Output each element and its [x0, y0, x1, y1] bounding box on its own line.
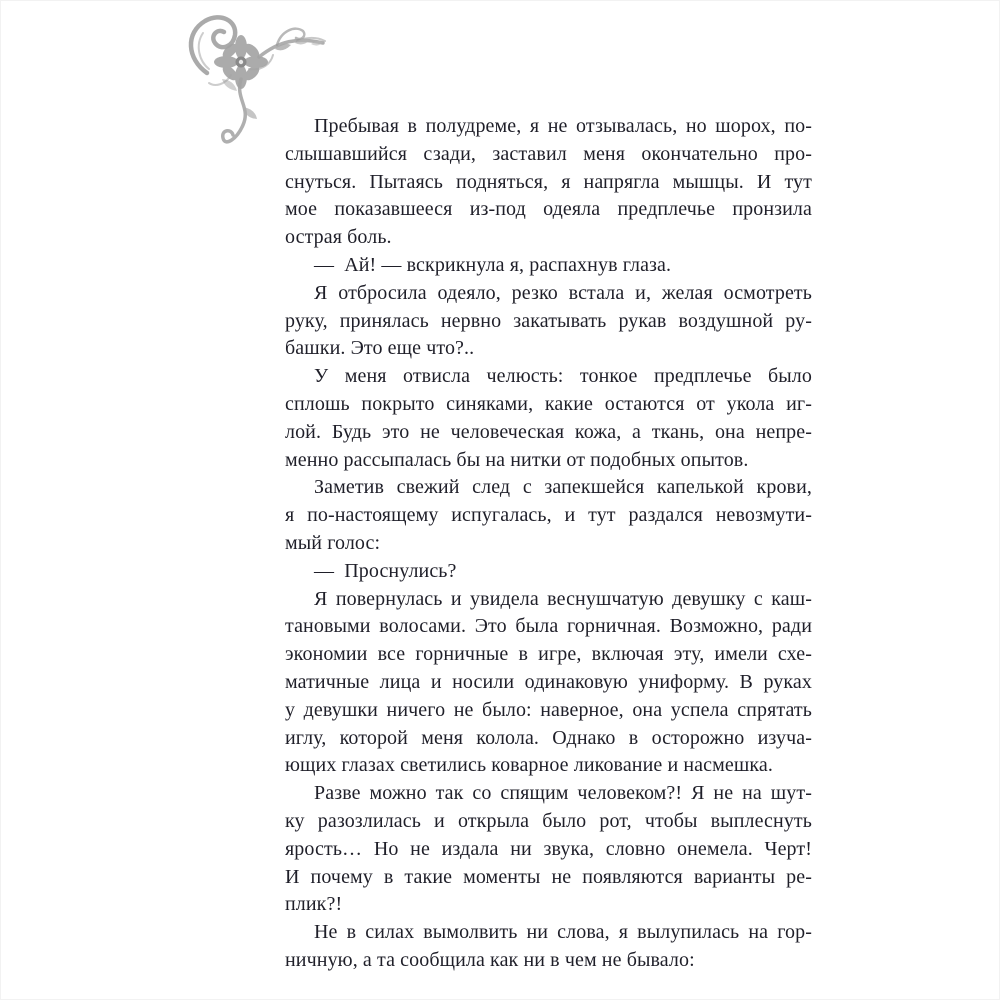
- text-line: И почему в такие моменты не появляются варианты ре-: [285, 865, 812, 888]
- text-line: я по-настоящему испугалась, и тут раздался невозмути-: [285, 504, 812, 527]
- text-line: башки. Это еще что?..: [285, 337, 475, 360]
- text-line: ничную, а та сообщила как ни в чем не бывало:: [285, 948, 695, 971]
- text-line: тановыми волосами. Это была горничная. Возможно, ради: [285, 615, 812, 638]
- text-line: — Проснулись?: [314, 559, 457, 582]
- paragraph: [285, 474, 812, 557]
- paragraph: [285, 780, 812, 919]
- text-line: ку разозлилась и открыла было рот, чтобы выплеснуть: [285, 809, 812, 832]
- text-line: Я повернулась и увидела веснушчатую девушку с каш-: [314, 587, 812, 610]
- paragraph: [285, 558, 812, 586]
- paragraph: [285, 252, 812, 280]
- text-line: ярость… Но не издала ни звука, словно онемела. Черт!: [285, 837, 812, 860]
- text-line: руку, принялась нервно закатывать рукав воздушной ру-: [285, 309, 812, 332]
- text-line: — Ай! — вскрикнула я, распахнув глаза.: [314, 253, 672, 276]
- text-line: Я отбросила одеяло, резко встала и, желая осмотреть: [314, 281, 812, 304]
- paragraph: [285, 919, 812, 975]
- text-line: слышавшийся сзади, заставил меня окончательно про-: [285, 142, 812, 165]
- text-line: снуться. Пытаясь подняться, я напрягла мышцы. И тут: [285, 170, 812, 193]
- text-line: матичные лица и носили одинаковую униформу. В руках: [285, 670, 812, 693]
- text-line: мое показавшееся из-под одеяла предплечье пронзила: [285, 198, 812, 221]
- text-line: острая боль.: [285, 226, 392, 249]
- text-line: лой. Будь это не человеческая кожа, а ткань, она непре-: [285, 420, 812, 443]
- paragraph: [285, 280, 812, 363]
- flower-icon: [214, 35, 268, 89]
- text-line: менно рассыпалась бы на нитки от подобных опытов.: [285, 448, 749, 471]
- text-line: экономии все горничные в игре, включая эту, имели схе-: [285, 643, 812, 666]
- text-line: ющих глазах светились коварное ликование и насмешка.: [285, 754, 773, 777]
- text-line: мый голос:: [285, 531, 381, 554]
- paragraph: [285, 586, 812, 781]
- page-text: [285, 113, 812, 975]
- text-line: Заметив свежий след с запекшейся капелькой крови,: [314, 476, 812, 499]
- text-line: у девушки ничего не было: наверное, она успела спрятать: [285, 698, 812, 721]
- paragraph: [285, 113, 812, 252]
- text-line: плик?!: [285, 893, 343, 916]
- text-line: иглу, которой меня колола. Однако в осторожно изуча-: [285, 726, 812, 749]
- text-line: сплошь покрыто синяками, какие остаются от укола иг-: [285, 392, 812, 415]
- text-line: У меня отвисла челюсть: тонкое предплечье было: [314, 365, 812, 388]
- text-line: Разве можно так со спящим человеком?! Я не на шут-: [314, 782, 812, 805]
- paragraph: [285, 363, 812, 474]
- text-line: Пребывая в полудреме, я не отзывалась, но шорох, по-: [314, 115, 812, 137]
- text-line: Не в силах вымолвить ни слова, я вылупилась на гор-: [314, 921, 812, 944]
